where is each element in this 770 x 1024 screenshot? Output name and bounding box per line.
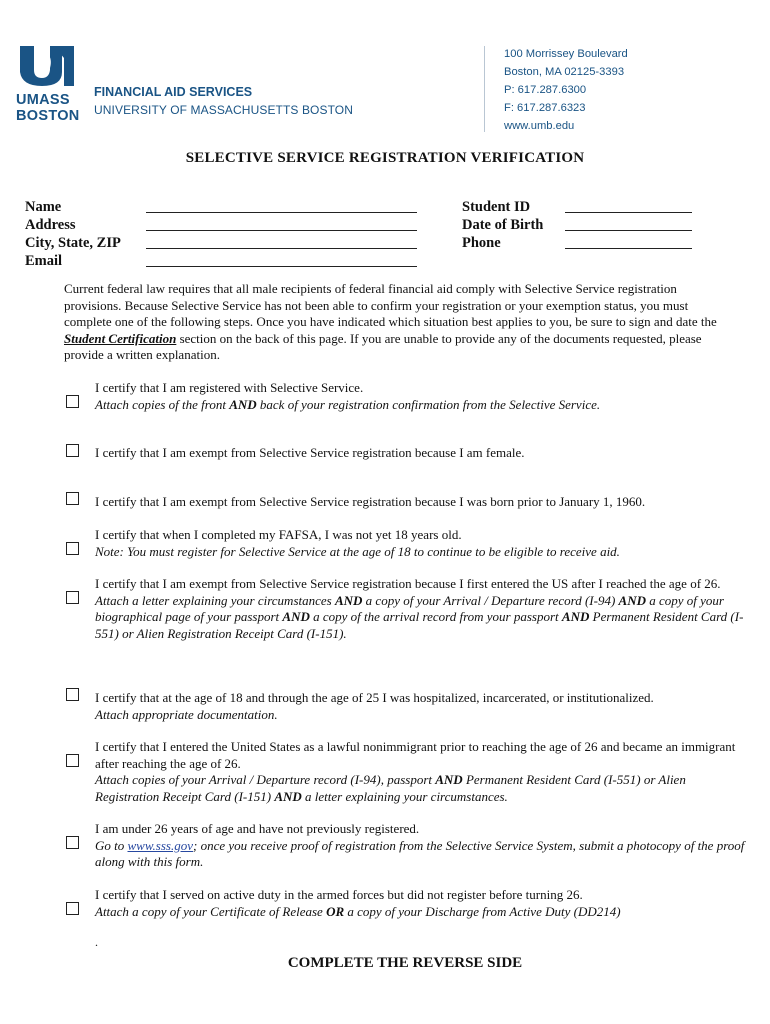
date-of-birth-label: Date of Birth (462, 217, 544, 233)
checkbox-nonimmigrant[interactable] (66, 754, 79, 767)
option-under-18-fafsa: I certify that when I completed my FAFSA, I was not yet 18 years old. Note: You must register for Selective Service at the age of 18 to continue to be eligible to receive aid. (95, 527, 620, 559)
option-registered: I certify that I am registered with Selective Service. Attach copies of the front AND back of your registration confirmation from the Selective Service. (95, 380, 601, 412)
option-nonimmigrant: I certify that I entered the United States as a lawful nonimmigrant prior to reaching the age of 26 and became an immigrant after reaching the age of 26. Attach copies of your Arrival / Departure record (I-94), passport AND Permanent Resident Card (I-551) or Alien Registration Receipt Card (I-151) AND a letter explaining your circumstances. (95, 739, 736, 804)
website-link[interactable]: www.umb.edu (504, 120, 575, 132)
form-title: SELECTIVE SERVICE REGISTRATION VERIFICATION (185, 150, 585, 166)
phone-field[interactable] (565, 248, 692, 249)
option-entered-after-26: I certify that I am exempt from Selective Service registration because I first entered the US after I reached the age of 26. Attach a letter explaining your circumstances AND a copy of your Arrival / Departure record (I-94) AND a copy of your biographical page of your passport AND a copy of the arrival record from your passport AND Permanent Resident Card (I-551) or Alien Registration Receipt Card (I-151). (95, 576, 744, 641)
fax-number: F: 617.287.6323 (504, 102, 586, 114)
option-active-duty: I certify that I served on active duty in the armed forces but did not register before turning 26. Attach a copy of your Certificate of Release OR a copy of your Discharge from Active Duty (DD214) (95, 887, 621, 919)
logo-umass-text: UMASS (16, 92, 70, 108)
umass-logo-mark (16, 44, 76, 88)
intro-paragraph: Current federal law requires that all male recipients of federal financial aid comply with Selective Service registration provisions. Because Selective Service has not been able to confirm your registration or your exemption status, you must complete one of the following steps. Once you have indicated which situation best applies to you, be sure to sign and date the Student Certification section on the back of this page. If you are unable to provide any of the documents requested, please provide a written explanation. (64, 281, 717, 362)
student-id-label: Student ID (462, 199, 531, 215)
option-under-26-not-registered: I am under 26 years of age and have not previously registered. Go to www.sss.gov; once you receive proof of registration from the Selective Service System, submit a photocopy of the proof along with this form. (95, 821, 745, 869)
city-state-zip-field[interactable] (146, 248, 417, 249)
contact-block (504, 45, 628, 135)
email-field[interactable] (146, 266, 417, 267)
option-female: I certify that I am exempt from Selective Service registration because I am female. (95, 445, 525, 460)
phone-label: Phone (462, 235, 501, 251)
stray-period: . (95, 935, 98, 949)
checkbox-active-duty[interactable] (66, 902, 79, 915)
address-label: Address (25, 217, 76, 233)
header-divider (484, 46, 485, 132)
checkbox-under-18-fafsa[interactable] (66, 542, 79, 555)
checkbox-female[interactable] (66, 444, 79, 457)
student-id-field[interactable] (565, 212, 692, 213)
logo-boston-text: BOSTON (16, 108, 80, 124)
department-name: FINANCIAL AID SERVICES (94, 85, 253, 99)
option-born-before-1960: I certify that I am exempt from Selective Service registration because I was born prior to January 1, 1960. (95, 494, 646, 509)
address-line-2: Boston, MA 02125-3393 (504, 66, 625, 78)
name-field[interactable] (146, 212, 417, 213)
footer-instruction: COMPLETE THE REVERSE SIDE (287, 955, 523, 971)
checkbox-under-26-not-registered[interactable] (66, 836, 79, 849)
checkbox-born-before-1960[interactable] (66, 492, 79, 505)
checkbox-registered[interactable] (66, 395, 79, 408)
university-name: UNIVERSITY OF MASSACHUSETTS BOSTON (94, 103, 353, 117)
option-institutionalized: I certify that at the age of 18 and through the age of 25 I was hospitalized, incarcerated, or institutionalized. Attach appropriate documentation. (95, 690, 654, 722)
phone-number: P: 617.287.6300 (504, 84, 587, 96)
sss-gov-link[interactable]: www.sss.gov (127, 837, 193, 853)
name-label: Name (25, 199, 62, 215)
student-certification-emphasis: Student Certification (64, 330, 177, 346)
address-line-1: 100 Morrissey Boulevard (504, 48, 628, 60)
email-label: Email (25, 253, 63, 269)
date-of-birth-field[interactable] (565, 230, 692, 231)
city-state-zip-label: City, State, ZIP (25, 235, 121, 251)
address-field[interactable] (146, 230, 417, 231)
checkbox-institutionalized[interactable] (66, 688, 79, 701)
checkbox-entered-after-26[interactable] (66, 591, 79, 604)
